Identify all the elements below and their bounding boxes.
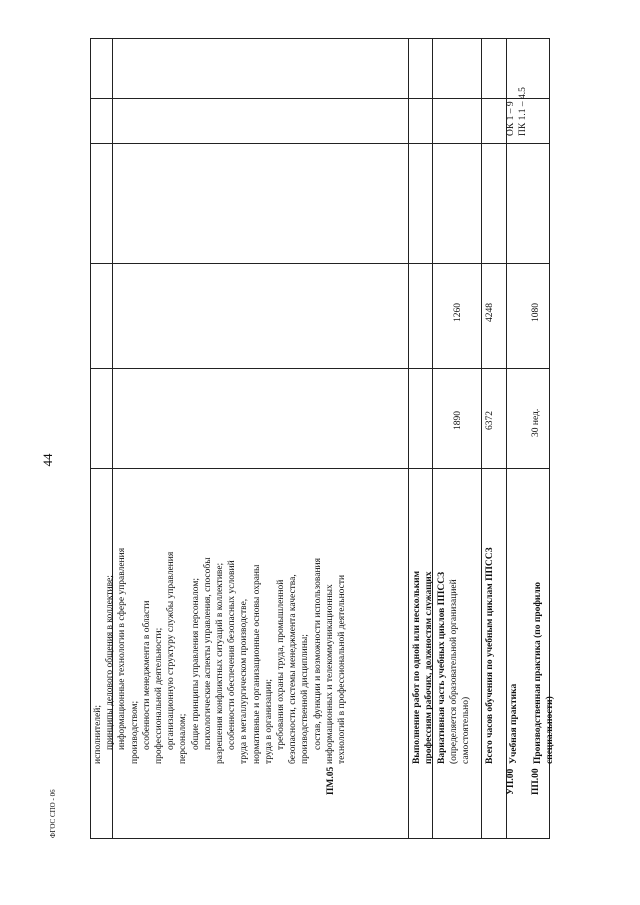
total-title: Всего часов обучения по учебным циклам ППССЗ — [485, 547, 495, 764]
knowledge-list: исполнителей; принципы делового общения в коллективе; информационные технологии в сфере управления производством; особенности менеджмента в области профессиональной деятельности; организационную структуру службы управления персоналом; общие принципы управления персоналом; психологические аспекты управления, способы разрешения конфликтных ситуаций в коллективе; особенности обеспечения безопасных условий труда в металлургическом производстве, нормативные и организационные основы охраны труда в организации; требования охраны труда, промышленной безопасности, системы менеджмента качества, производственной дисциплины; состав, функции и возможности использования информационных и телекоммуникационных технологий в профессиональной деятельности — [93, 547, 348, 764]
up00-competences: ОК 1 – 9 ПК 1.1 – 4.5 — [506, 87, 529, 136]
up00-weeks: 30 нед. — [531, 408, 541, 437]
code-pp00: ПП.00 — [531, 768, 541, 795]
page-number: 44 — [40, 453, 55, 467]
pm05-title: Выполнение работ по одной или нескольким профессиям рабочих, должностям служащих — [412, 570, 435, 764]
up00-hours: 1080 — [531, 303, 541, 322]
up00-title: Учебная практика — [509, 683, 519, 764]
code-pm05: ПМ.05 — [326, 766, 336, 795]
footer-label: ФГОС СПО - 06 — [49, 789, 57, 838]
variable-total: 1890 — [453, 411, 463, 430]
pp00-title: Производственная практика (по профилю специальности) — [533, 582, 556, 764]
code-up00: УП.00 — [506, 768, 516, 795]
variable-part-title: Вариативная часть учебных циклов ППССЗ (определяется образовательной организацией самостоятельно) — [437, 571, 472, 764]
variable-mandatory: 1260 — [453, 303, 463, 322]
total-mandatory: 4248 — [485, 303, 495, 322]
total-hours: 6372 — [485, 411, 495, 430]
